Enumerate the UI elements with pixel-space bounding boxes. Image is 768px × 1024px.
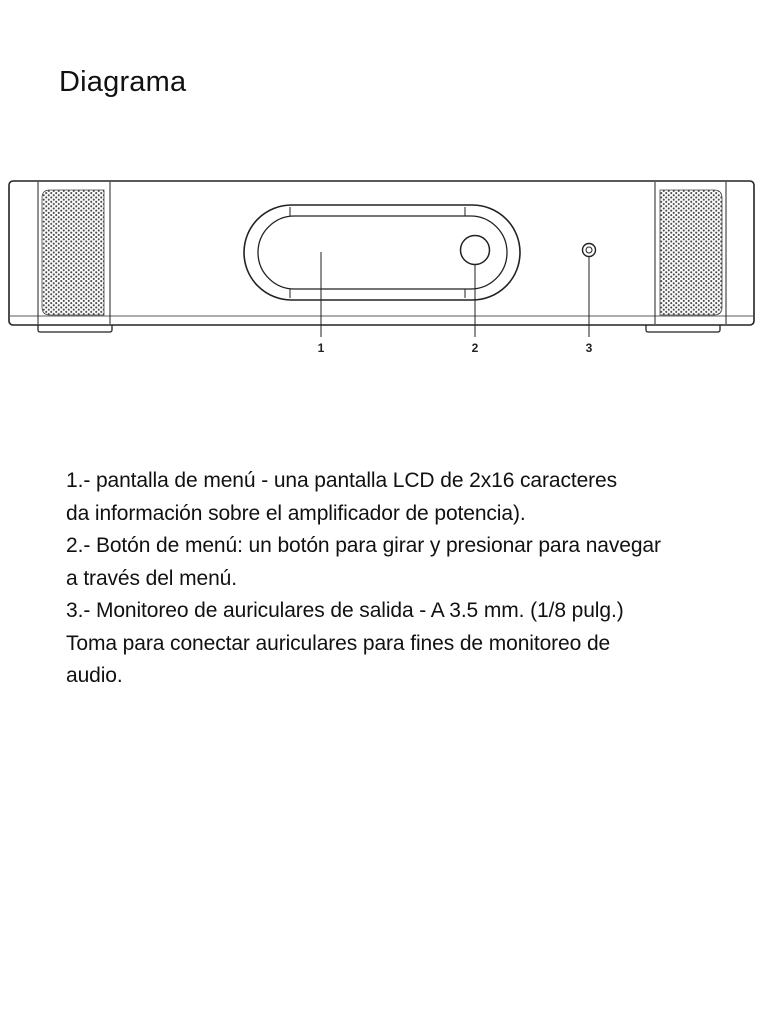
menu-knob [461,236,490,265]
callout-number-3: 3 [585,341,593,355]
left-speaker-grille [42,190,104,315]
description-line: a través del menú. [66,566,237,590]
description-line: audio. [66,664,123,687]
description-line: 3.- Monitoreo de auriculares de salida - A 3.5 mm. (1/8 pulg.) [66,599,624,622]
description-line: Toma para conectar auriculares para fines de monitoreo de [66,631,611,655]
amplifier-front-panel-diagram [0,170,768,370]
description-line: 2.- Botón de menú: un botón para girar y presionar para navegar [66,534,661,557]
description-line: da información sobre el amplificador de potencia). [66,501,526,525]
description-line: 1.- pantalla de menú - una pantalla LCD de 2x16 caracteres [66,469,618,492]
page-title: Diagrama [59,66,187,98]
callout-number-2: 2 [471,341,479,355]
right-speaker-grille [660,190,722,315]
description-text [66,465,766,693]
headphone-jack [583,244,596,257]
callout-number-1: 1 [317,341,325,355]
